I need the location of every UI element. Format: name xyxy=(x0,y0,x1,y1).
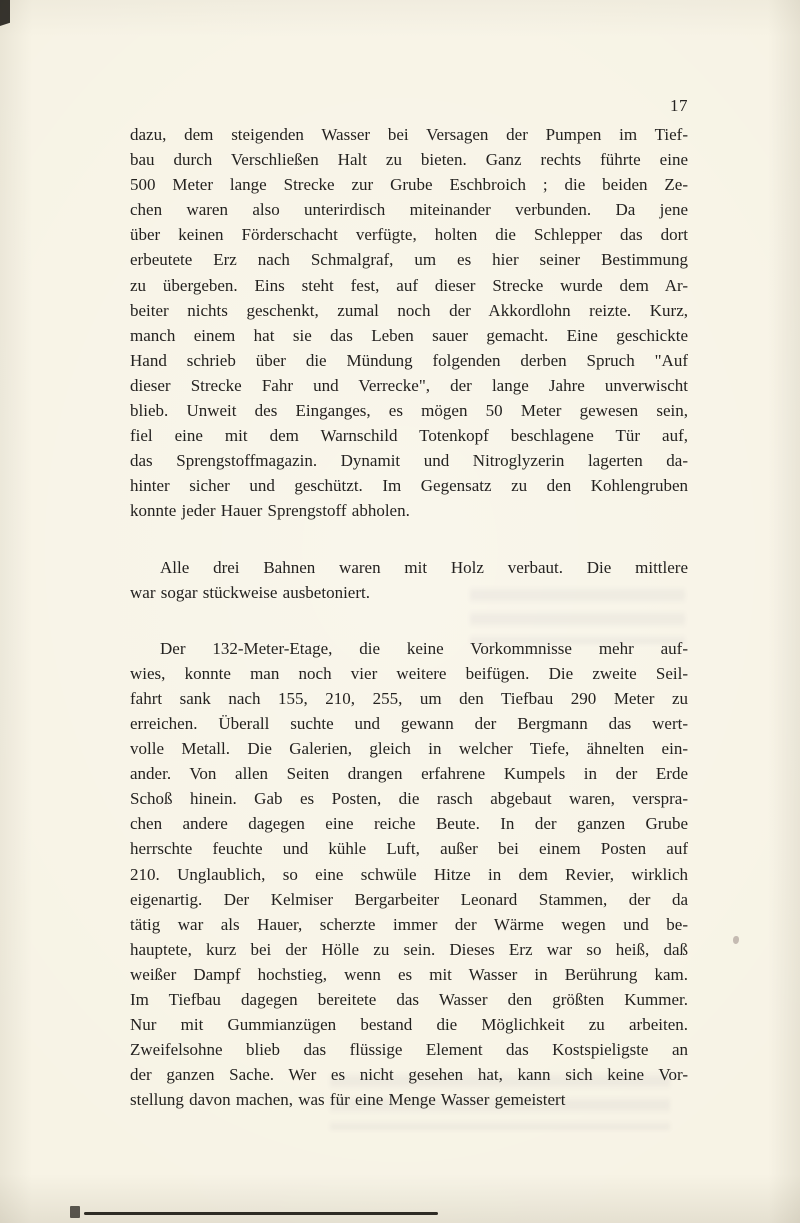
text-line: Schoß hinein. Gab es Posten, die rasch abgebaut waren, verspra- xyxy=(130,789,688,809)
text-line: war sogar stückweise ausbetoniert. xyxy=(130,582,370,602)
text-line: ander. Von allen Seiten drangen erfahrene Kumpels in der Erde xyxy=(130,764,688,784)
text-line: Alle drei Bahnen waren mit Holz verbaut. Die mittlere xyxy=(160,557,688,577)
text-line: wies, konnte man noch vier weitere beifügen. Die zweite Seil- xyxy=(130,663,688,683)
text-line: erbeutete Erz nach Schmalgraf, um es hier seiner Bestimmung xyxy=(130,250,688,270)
text-line: über keinen Förderschacht verfügte, holten die Schlepper das dort xyxy=(130,225,688,245)
body-text xyxy=(130,122,688,1112)
text-line: eigenartig. Der Kelmiser Bergarbeiter Leonard Stammen, der da xyxy=(130,889,688,909)
text-line: manch einem hat sie das Leben sauer gemacht. Eine geschickte xyxy=(130,325,688,345)
text-line: stellung davon machen, was für eine Menge Wasser gemeistert xyxy=(130,1090,566,1110)
text-line: hinter sicher und geschützt. Im Gegensatz zu den Kohlengruben xyxy=(130,476,688,496)
scan-artifact-bottom-corner xyxy=(70,1206,80,1218)
text-line: Zweifelsohne blieb das flüssige Element das Kostspieligste an xyxy=(130,1040,688,1060)
text-line: Nur mit Gummianzügen bestand die Möglichkeit zu arbeiten. xyxy=(130,1015,688,1035)
text-line: der ganzen Sache. Wer es nicht gesehen hat, kann sich keine Vor- xyxy=(130,1065,688,1085)
text-line: Der 132-Meter-Etage, die keine Vorkommnisse mehr auf- xyxy=(160,638,688,658)
text-line: das Sprengstoffmagazin. Dynamit und Nitroglyzerin lagerten da- xyxy=(130,451,688,471)
scan-artifact-speck xyxy=(733,936,739,944)
text-line: herrschte feuchte und kühle Luft, außer bei einem Posten auf xyxy=(130,839,688,859)
text-line: zu übergeben. Eins steht fest, auf dieser Strecke wurde dem Ar- xyxy=(130,275,688,295)
page-number: 17 xyxy=(670,96,688,115)
text-line: fahrt sank nach 155, 210, 255, um den Tiefbau 290 Meter zu xyxy=(130,688,688,708)
paragraph xyxy=(130,555,688,605)
paragraph xyxy=(130,636,688,1113)
text-line: dazu, dem steigenden Wasser bei Versagen der Pumpen im Tief- xyxy=(130,125,688,144)
page-content xyxy=(130,96,688,1112)
text-line: chen waren also unterirdisch miteinander verbunden. Da jene xyxy=(130,200,688,220)
text-line: volle Metall. Die Galerien, gleich in welcher Tiefe, ähnelten ein- xyxy=(130,739,688,759)
text-line: Hand schrieb über die Mündung folgenden derben Spruch "Auf xyxy=(130,350,688,370)
paragraph xyxy=(130,122,688,524)
text-line: Im Tiefbau dagegen bereitete das Wasser den größten Kummer. xyxy=(130,990,688,1009)
text-line: chen andere dagegen eine reiche Beute. In der ganzen Grube xyxy=(130,814,688,834)
text-line: hauptete, kurz bei der Hölle zu sein. Dieses Erz war so heiß, daß xyxy=(130,939,688,959)
text-line: tätig war als Hauer, scherzte immer der Wärme wegen und be- xyxy=(130,914,688,934)
text-line: konnte jeder Hauer Sprengstoff abholen. xyxy=(130,501,410,521)
text-line: fiel eine mit dem Warnschild Totenkopf beschlagene Tür auf, xyxy=(130,426,688,446)
text-line: beiter nichts geschenkt, zumal noch der Akkordlohn reizte. Kurz, xyxy=(130,300,688,320)
text-line: 500 Meter lange Strecke zur Grube Eschbroich ; die beiden Ze- xyxy=(130,175,688,195)
text-line: 210. Unglaublich, so eine schwüle Hitze in dem Revier, wirklich xyxy=(130,864,688,884)
text-line: bau durch Verschließen Halt zu bieten. Ganz rechts führte eine xyxy=(130,150,688,170)
text-line: erreichen. Überall suchte und gewann der Bergmann das wert- xyxy=(130,713,688,733)
text-line: blieb. Unweit des Einganges, es mögen 50 Meter gewesen sein, xyxy=(130,401,688,421)
text-line: dieser Strecke Fahr und Verrecke", der lange Jahre unverwischt xyxy=(130,375,688,395)
scan-artifact-top-left xyxy=(0,0,10,26)
scan-artifact-bottom-line xyxy=(84,1212,438,1215)
text-line: weißer Dampf hochstieg, wenn es mit Wasser in Berührung kam. xyxy=(130,964,688,984)
